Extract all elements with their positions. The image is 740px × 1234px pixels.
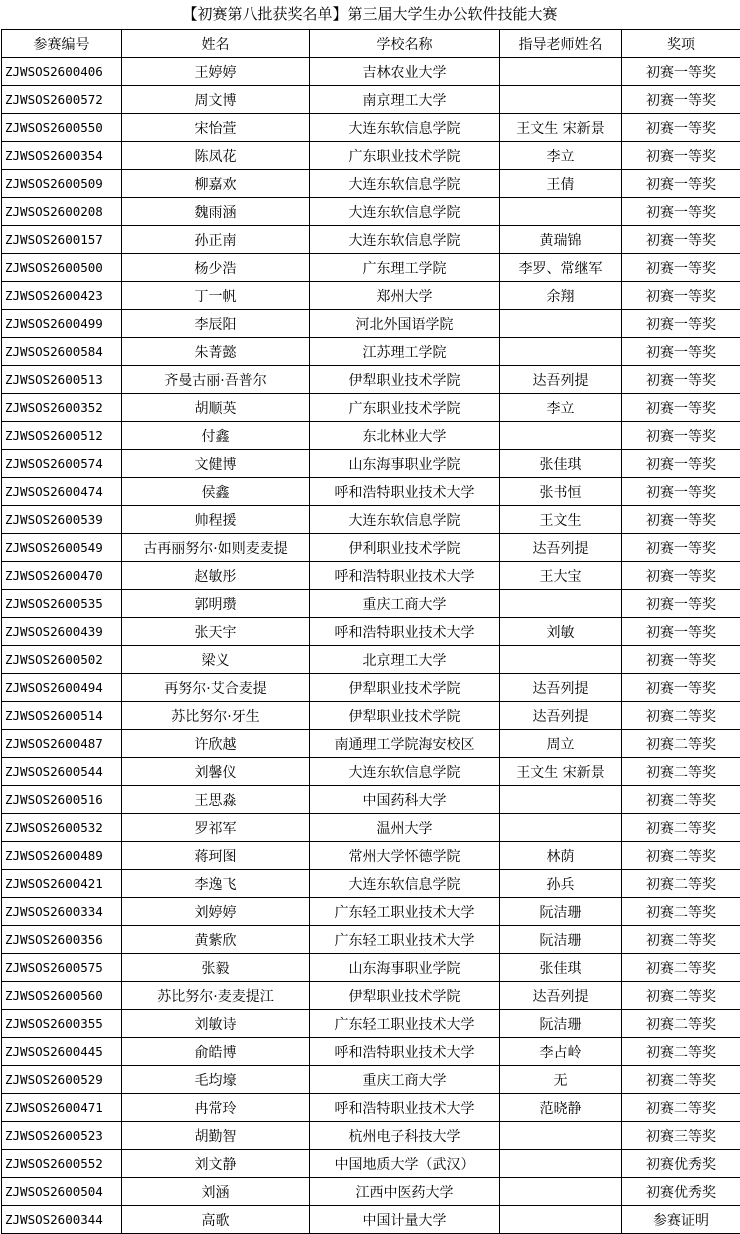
name-cell: 罗祁军 bbox=[122, 814, 310, 842]
entry-id-cell: ZJWSOS2600532 bbox=[2, 814, 122, 842]
award-cell: 初赛一等奖 bbox=[622, 198, 740, 226]
table-row bbox=[2, 842, 740, 870]
table-row bbox=[2, 674, 740, 702]
school-cell: 广东轻工职业技术大学 bbox=[310, 926, 500, 954]
entry-id-cell: ZJWSOS2600354 bbox=[2, 142, 122, 170]
entry-id-cell: ZJWSOS2600445 bbox=[2, 1038, 122, 1066]
award-cell: 初赛二等奖 bbox=[622, 982, 740, 1010]
award-cell: 初赛二等奖 bbox=[622, 926, 740, 954]
advisor-cell: 王倩 bbox=[500, 170, 622, 198]
table-row bbox=[2, 394, 740, 422]
table-row bbox=[2, 86, 740, 114]
entry-id-cell: ZJWSOS2600406 bbox=[2, 58, 122, 86]
name-cell: 梁义 bbox=[122, 646, 310, 674]
advisor-cell bbox=[500, 1206, 622, 1234]
award-cell: 初赛一等奖 bbox=[622, 422, 740, 450]
entry-id-cell: ZJWSOS2600474 bbox=[2, 478, 122, 506]
entry-id-cell: ZJWSOS2600584 bbox=[2, 338, 122, 366]
entry-id-cell: ZJWSOS2600439 bbox=[2, 618, 122, 646]
name-cell: 宋怡萱 bbox=[122, 114, 310, 142]
entry-id-cell: ZJWSOS2600489 bbox=[2, 842, 122, 870]
entry-id-cell: ZJWSOS2600334 bbox=[2, 898, 122, 926]
advisor-cell: 无 bbox=[500, 1066, 622, 1094]
school-cell: 大连东软信息学院 bbox=[310, 198, 500, 226]
award-cell: 初赛一等奖 bbox=[622, 86, 740, 114]
name-cell: 胡勤智 bbox=[122, 1122, 310, 1150]
entry-id-cell: ZJWSOS2600356 bbox=[2, 926, 122, 954]
entry-id-cell: ZJWSOS2600523 bbox=[2, 1122, 122, 1150]
school-cell: 呼和浩特职业技术大学 bbox=[310, 562, 500, 590]
award-cell: 初赛一等奖 bbox=[622, 114, 740, 142]
name-cell: 王思淼 bbox=[122, 786, 310, 814]
school-cell: 重庆工商大学 bbox=[310, 1066, 500, 1094]
advisor-cell: 阮洁珊 bbox=[500, 926, 622, 954]
table-row bbox=[2, 366, 740, 394]
table-row bbox=[2, 1122, 740, 1150]
advisor-cell: 刘敏 bbox=[500, 618, 622, 646]
school-cell: 大连东软信息学院 bbox=[310, 170, 500, 198]
name-cell: 柳嘉欢 bbox=[122, 170, 310, 198]
table-row bbox=[2, 1206, 740, 1234]
school-cell: 山东海事职业学院 bbox=[310, 450, 500, 478]
table-row bbox=[2, 1178, 740, 1206]
name-cell: 胡顺英 bbox=[122, 394, 310, 422]
award-cell: 初赛三等奖 bbox=[622, 1122, 740, 1150]
entry-id-cell: ZJWSOS2600423 bbox=[2, 282, 122, 310]
table-row bbox=[2, 254, 740, 282]
advisor-cell: 李占岭 bbox=[500, 1038, 622, 1066]
award-table bbox=[1, 29, 740, 1234]
advisor-cell: 王文生 宋新景 bbox=[500, 758, 622, 786]
table-row bbox=[2, 1010, 740, 1038]
award-cell: 初赛一等奖 bbox=[622, 478, 740, 506]
award-cell: 初赛优秀奖 bbox=[622, 1178, 740, 1206]
award-cell: 初赛一等奖 bbox=[622, 282, 740, 310]
school-cell: 郑州大学 bbox=[310, 282, 500, 310]
table-row bbox=[2, 282, 740, 310]
advisor-cell: 范晓静 bbox=[500, 1094, 622, 1122]
school-cell: 吉林农业大学 bbox=[310, 58, 500, 86]
name-cell: 赵敏彤 bbox=[122, 562, 310, 590]
table-row bbox=[2, 1150, 740, 1178]
school-cell: 广东轻工职业技术大学 bbox=[310, 898, 500, 926]
school-cell: 呼和浩特职业技术大学 bbox=[310, 1094, 500, 1122]
table-row bbox=[2, 1066, 740, 1094]
table-row bbox=[2, 814, 740, 842]
award-cell: 初赛一等奖 bbox=[622, 58, 740, 86]
advisor-cell: 达吾列提 bbox=[500, 534, 622, 562]
name-cell: 郭明瓒 bbox=[122, 590, 310, 618]
entry-id-cell: ZJWSOS2600352 bbox=[2, 394, 122, 422]
advisor-cell: 林荫 bbox=[500, 842, 622, 870]
name-cell: 付鑫 bbox=[122, 422, 310, 450]
school-cell: 伊利职业技术学院 bbox=[310, 534, 500, 562]
award-cell: 初赛二等奖 bbox=[622, 1038, 740, 1066]
name-cell: 李辰阳 bbox=[122, 310, 310, 338]
advisor-cell: 阮洁珊 bbox=[500, 1010, 622, 1038]
advisor-cell bbox=[500, 814, 622, 842]
table-row bbox=[2, 758, 740, 786]
advisor-cell: 孙兵 bbox=[500, 870, 622, 898]
school-cell: 呼和浩特职业技术大学 bbox=[310, 478, 500, 506]
header-name: 姓名 bbox=[122, 30, 310, 58]
name-cell: 杨少浩 bbox=[122, 254, 310, 282]
name-cell: 周文博 bbox=[122, 86, 310, 114]
entry-id-cell: ZJWSOS2600516 bbox=[2, 786, 122, 814]
table-row bbox=[2, 618, 740, 646]
name-cell: 刘涵 bbox=[122, 1178, 310, 1206]
school-cell: 北京理工大学 bbox=[310, 646, 500, 674]
name-cell: 刘婷婷 bbox=[122, 898, 310, 926]
advisor-cell: 达吾列提 bbox=[500, 366, 622, 394]
award-cell: 初赛一等奖 bbox=[622, 562, 740, 590]
table-row bbox=[2, 422, 740, 450]
advisor-cell: 张佳琪 bbox=[500, 450, 622, 478]
table-row bbox=[2, 646, 740, 674]
name-cell: 丁一帆 bbox=[122, 282, 310, 310]
advisor-cell bbox=[500, 1150, 622, 1178]
school-cell: 伊犁职业技术学院 bbox=[310, 982, 500, 1010]
entry-id-cell: ZJWSOS2600487 bbox=[2, 730, 122, 758]
school-cell: 中国药科大学 bbox=[310, 786, 500, 814]
advisor-cell: 达吾列提 bbox=[500, 982, 622, 1010]
award-cell: 初赛一等奖 bbox=[622, 394, 740, 422]
advisor-cell: 王文生 bbox=[500, 506, 622, 534]
school-cell: 南通理工学院海安校区 bbox=[310, 730, 500, 758]
name-cell: 蒋珂图 bbox=[122, 842, 310, 870]
name-cell: 苏比努尔·牙生 bbox=[122, 702, 310, 730]
school-cell: 呼和浩特职业技术大学 bbox=[310, 618, 500, 646]
entry-id-cell: ZJWSOS2600355 bbox=[2, 1010, 122, 1038]
award-cell: 初赛一等奖 bbox=[622, 226, 740, 254]
table-row bbox=[2, 786, 740, 814]
name-cell: 陈凤花 bbox=[122, 142, 310, 170]
award-cell: 初赛二等奖 bbox=[622, 1010, 740, 1038]
table-row bbox=[2, 730, 740, 758]
award-cell: 初赛一等奖 bbox=[622, 506, 740, 534]
school-cell: 常州大学怀德学院 bbox=[310, 842, 500, 870]
name-cell: 李逸飞 bbox=[122, 870, 310, 898]
school-cell: 南京理工大学 bbox=[310, 86, 500, 114]
school-cell: 广东职业技术学院 bbox=[310, 142, 500, 170]
table-row bbox=[2, 506, 740, 534]
name-cell: 刘敏诗 bbox=[122, 1010, 310, 1038]
header-advisor: 指导老师姓名 bbox=[500, 30, 622, 58]
table-row bbox=[2, 870, 740, 898]
award-cell: 初赛二等奖 bbox=[622, 814, 740, 842]
school-cell: 伊犁职业技术学院 bbox=[310, 674, 500, 702]
entry-id-cell: ZJWSOS2600513 bbox=[2, 366, 122, 394]
name-cell: 孙正南 bbox=[122, 226, 310, 254]
award-cell: 初赛二等奖 bbox=[622, 730, 740, 758]
name-cell: 侯鑫 bbox=[122, 478, 310, 506]
table-row bbox=[2, 170, 740, 198]
school-cell: 大连东软信息学院 bbox=[310, 506, 500, 534]
table-row bbox=[2, 562, 740, 590]
name-cell: 冉常玲 bbox=[122, 1094, 310, 1122]
name-cell: 朱菁懿 bbox=[122, 338, 310, 366]
award-cell: 参赛证明 bbox=[622, 1206, 740, 1234]
advisor-cell bbox=[500, 58, 622, 86]
school-cell: 大连东软信息学院 bbox=[310, 226, 500, 254]
school-cell: 东北林业大学 bbox=[310, 422, 500, 450]
table-row bbox=[2, 898, 740, 926]
advisor-cell: 王文生 宋新景 bbox=[500, 114, 622, 142]
table-row bbox=[2, 1094, 740, 1122]
school-cell: 广东轻工职业技术大学 bbox=[310, 1010, 500, 1038]
award-cell: 初赛一等奖 bbox=[622, 534, 740, 562]
table-row bbox=[2, 1038, 740, 1066]
school-cell: 呼和浩特职业技术大学 bbox=[310, 1038, 500, 1066]
name-cell: 刘馨仪 bbox=[122, 758, 310, 786]
name-cell: 古再丽努尔·如则麦麦提 bbox=[122, 534, 310, 562]
name-cell: 刘文静 bbox=[122, 1150, 310, 1178]
entry-id-cell: ZJWSOS2600514 bbox=[2, 702, 122, 730]
advisor-cell: 李立 bbox=[500, 394, 622, 422]
advisor-cell bbox=[500, 646, 622, 674]
award-cell: 初赛一等奖 bbox=[622, 450, 740, 478]
award-cell: 初赛二等奖 bbox=[622, 786, 740, 814]
advisor-cell: 阮洁珊 bbox=[500, 898, 622, 926]
advisor-cell: 张佳琪 bbox=[500, 954, 622, 982]
school-cell: 大连东软信息学院 bbox=[310, 758, 500, 786]
table-row bbox=[2, 338, 740, 366]
entry-id-cell: ZJWSOS2600549 bbox=[2, 534, 122, 562]
school-cell: 江苏理工学院 bbox=[310, 338, 500, 366]
table-row bbox=[2, 114, 740, 142]
name-cell: 许欣越 bbox=[122, 730, 310, 758]
name-cell: 帅程援 bbox=[122, 506, 310, 534]
advisor-cell: 达吾列提 bbox=[500, 674, 622, 702]
table-row bbox=[2, 534, 740, 562]
school-cell: 大连东软信息学院 bbox=[310, 114, 500, 142]
entry-id-cell: ZJWSOS2600544 bbox=[2, 758, 122, 786]
header-school: 学校名称 bbox=[310, 30, 500, 58]
advisor-cell: 李罗、常继军 bbox=[500, 254, 622, 282]
entry-id-cell: ZJWSOS2600552 bbox=[2, 1150, 122, 1178]
award-cell: 初赛二等奖 bbox=[622, 1066, 740, 1094]
advisor-cell: 王大宝 bbox=[500, 562, 622, 590]
name-cell: 文健博 bbox=[122, 450, 310, 478]
table-row bbox=[2, 142, 740, 170]
name-cell: 高歌 bbox=[122, 1206, 310, 1234]
award-cell: 初赛二等奖 bbox=[622, 758, 740, 786]
school-cell: 中国计量大学 bbox=[310, 1206, 500, 1234]
award-cell: 初赛一等奖 bbox=[622, 674, 740, 702]
entry-id-cell: ZJWSOS2600499 bbox=[2, 310, 122, 338]
entry-id-cell: ZJWSOS2600535 bbox=[2, 590, 122, 618]
advisor-cell bbox=[500, 422, 622, 450]
entry-id-cell: ZJWSOS2600157 bbox=[2, 226, 122, 254]
award-cell: 初赛二等奖 bbox=[622, 702, 740, 730]
entry-id-cell: ZJWSOS2600575 bbox=[2, 954, 122, 982]
school-cell: 中国地质大学（武汉） bbox=[310, 1150, 500, 1178]
table-body bbox=[2, 58, 740, 1234]
entry-id-cell: ZJWSOS2600470 bbox=[2, 562, 122, 590]
entry-id-cell: ZJWSOS2600500 bbox=[2, 254, 122, 282]
advisor-cell: 周立 bbox=[500, 730, 622, 758]
name-cell: 再努尔·艾合麦提 bbox=[122, 674, 310, 702]
award-cell: 初赛一等奖 bbox=[622, 338, 740, 366]
advisor-cell: 李立 bbox=[500, 142, 622, 170]
entry-id-cell: ZJWSOS2600529 bbox=[2, 1066, 122, 1094]
entry-id-cell: ZJWSOS2600574 bbox=[2, 450, 122, 478]
award-cell: 初赛一等奖 bbox=[622, 618, 740, 646]
advisor-cell: 张书恒 bbox=[500, 478, 622, 506]
entry-id-cell: ZJWSOS2600572 bbox=[2, 86, 122, 114]
school-cell: 山东海事职业学院 bbox=[310, 954, 500, 982]
entry-id-cell: ZJWSOS2600509 bbox=[2, 170, 122, 198]
entry-id-cell: ZJWSOS2600560 bbox=[2, 982, 122, 1010]
entry-id-cell: ZJWSOS2600208 bbox=[2, 198, 122, 226]
award-cell: 初赛二等奖 bbox=[622, 1094, 740, 1122]
award-cell: 初赛一等奖 bbox=[622, 142, 740, 170]
table-row bbox=[2, 450, 740, 478]
name-cell: 齐曼古丽·吾普尔 bbox=[122, 366, 310, 394]
table-row bbox=[2, 310, 740, 338]
school-cell: 广东理工学院 bbox=[310, 254, 500, 282]
table-row bbox=[2, 58, 740, 86]
advisor-cell bbox=[500, 1178, 622, 1206]
award-cell: 初赛二等奖 bbox=[622, 898, 740, 926]
entry-id-cell: ZJWSOS2600344 bbox=[2, 1206, 122, 1234]
entry-id-cell: ZJWSOS2600512 bbox=[2, 422, 122, 450]
award-cell: 初赛二等奖 bbox=[622, 870, 740, 898]
school-cell: 重庆工商大学 bbox=[310, 590, 500, 618]
award-cell: 初赛一等奖 bbox=[622, 366, 740, 394]
entry-id-cell: ZJWSOS2600550 bbox=[2, 114, 122, 142]
award-cell: 初赛一等奖 bbox=[622, 254, 740, 282]
name-cell: 张天宇 bbox=[122, 618, 310, 646]
advisor-cell: 黄瑞锦 bbox=[500, 226, 622, 254]
advisor-cell bbox=[500, 786, 622, 814]
advisor-cell: 达吾列提 bbox=[500, 702, 622, 730]
table-row bbox=[2, 198, 740, 226]
entry-id-cell: ZJWSOS2600504 bbox=[2, 1178, 122, 1206]
award-cell: 初赛一等奖 bbox=[622, 590, 740, 618]
name-cell: 俞皓博 bbox=[122, 1038, 310, 1066]
school-cell: 大连东软信息学院 bbox=[310, 870, 500, 898]
advisor-cell bbox=[500, 1122, 622, 1150]
school-cell: 杭州电子科技大学 bbox=[310, 1122, 500, 1150]
name-cell: 魏雨涵 bbox=[122, 198, 310, 226]
school-cell: 河北外国语学院 bbox=[310, 310, 500, 338]
name-cell: 张毅 bbox=[122, 954, 310, 982]
sheet-title: 【初赛第八批获奖名单】第三届大学生办公软件技能大赛 bbox=[0, 0, 740, 29]
header-award: 奖项 bbox=[622, 30, 740, 58]
school-cell: 江西中医药大学 bbox=[310, 1178, 500, 1206]
award-cell: 初赛一等奖 bbox=[622, 646, 740, 674]
name-cell: 黄紫欣 bbox=[122, 926, 310, 954]
table-row bbox=[2, 226, 740, 254]
award-cell: 初赛一等奖 bbox=[622, 170, 740, 198]
entry-id-cell: ZJWSOS2600494 bbox=[2, 674, 122, 702]
advisor-cell bbox=[500, 338, 622, 366]
table-row bbox=[2, 982, 740, 1010]
table-row bbox=[2, 702, 740, 730]
entry-id-cell: ZJWSOS2600539 bbox=[2, 506, 122, 534]
award-cell: 初赛二等奖 bbox=[622, 842, 740, 870]
table-row bbox=[2, 954, 740, 982]
advisor-cell bbox=[500, 590, 622, 618]
school-cell: 伊犁职业技术学院 bbox=[310, 702, 500, 730]
table-row bbox=[2, 478, 740, 506]
entry-id-cell: ZJWSOS2600502 bbox=[2, 646, 122, 674]
name-cell: 毛均壕 bbox=[122, 1066, 310, 1094]
table-row bbox=[2, 590, 740, 618]
advisor-cell bbox=[500, 310, 622, 338]
advisor-cell bbox=[500, 198, 622, 226]
advisor-cell bbox=[500, 86, 622, 114]
award-cell: 初赛一等奖 bbox=[622, 310, 740, 338]
table-row bbox=[2, 926, 740, 954]
name-cell: 苏比努尔·麦麦提江 bbox=[122, 982, 310, 1010]
school-cell: 温州大学 bbox=[310, 814, 500, 842]
entry-id-cell: ZJWSOS2600471 bbox=[2, 1094, 122, 1122]
school-cell: 伊犁职业技术学院 bbox=[310, 366, 500, 394]
award-cell: 初赛优秀奖 bbox=[622, 1150, 740, 1178]
advisor-cell: 余翔 bbox=[500, 282, 622, 310]
school-cell: 广东职业技术学院 bbox=[310, 394, 500, 422]
header-row bbox=[2, 30, 740, 58]
award-cell: 初赛二等奖 bbox=[622, 954, 740, 982]
name-cell: 王婷婷 bbox=[122, 58, 310, 86]
header-entry-id: 参赛编号 bbox=[2, 30, 122, 58]
entry-id-cell: ZJWSOS2600421 bbox=[2, 870, 122, 898]
